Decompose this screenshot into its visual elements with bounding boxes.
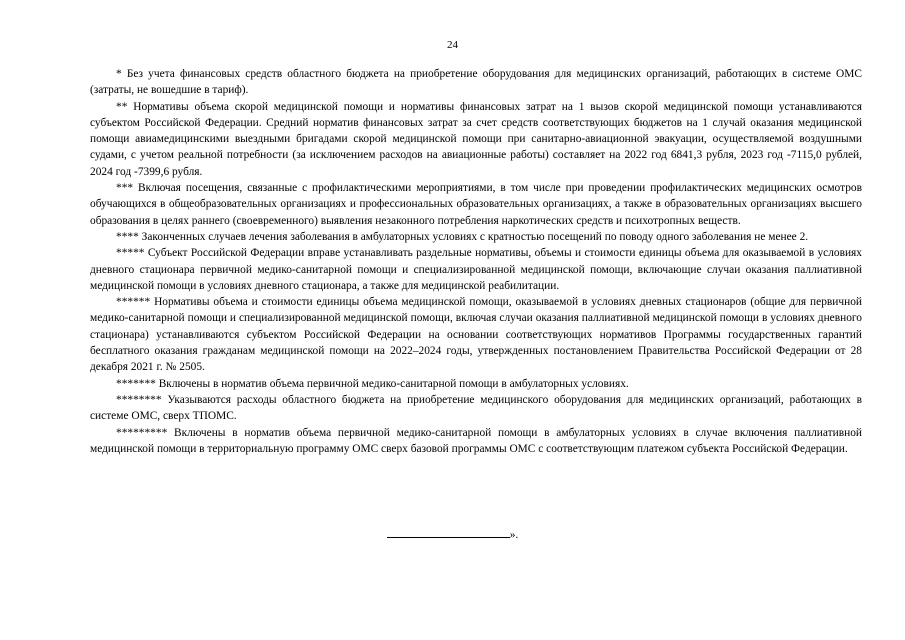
footnote-2: ** Нормативы объема скорой медицинской помощи и нормативы финансовых затрат на 1 вызов скорой медицинской помощи устанавливаются субъектом Российской Федерации. Средний норматив финансовых затрат за счет средств соответствующих бюджетов на 1 случай оказания медицинской помощи авиамедицинскими выездными бригадами скорой медицинской помощи при санитарно-авиационной эвакуации, осуществляемой воздушными судами, с учетом реальной потребности (за исключением расходов на авиационные работы) составляет на 2022 год 6841,3 рубля, 2023 год -7115,0 рублей, 2024 год -7399,6 рубля. bbox=[90, 100, 862, 178]
closing-quote-mark: ». bbox=[509, 529, 519, 541]
footnote-8: ******** Указываются расходы областного бюджета на приобретение медицинского оборудования для медицинских организаций, работающих в системе ОМС, сверх ТПОМС. bbox=[90, 393, 862, 423]
closing-line-block bbox=[0, 526, 905, 543]
footnote-7: ******* Включены в норматив объема первичной медико-санитарной помощи в амбулаторных условиях. bbox=[116, 377, 629, 390]
footnote-1: * Без учета финансовых средств областного бюджета на приобретение оборудования для медицинских организаций, работающих в системе ОМС (затраты, не вошедшие в тариф). bbox=[90, 68, 862, 97]
footnote-9: ********* Включены в норматив объема первичной медико-санитарной помощи в амбулаторных условиях в случае включения паллиативной медицинской помощи в территориальную программу ОМС сверх базовой программы ОМС с соответствующим платежом субъекта Российской Федерации. bbox=[90, 426, 862, 455]
footnote-6: ****** Нормативы объема и стоимости единицы объема медицинской помощи, оказываемой в условиях дневных стационаров (общие для первичной медико-санитарной помощи и специализированной медицинской помощи, включая случаи оказания паллиативной медицинской помощи в условиях дневного стационара) устанавливаются субъектом Российской Федерации на основании соответствующих нормативов Программы государственных гарантий бесплатного оказания гражданам медицинской помощи на 2022–2024 годы, утвержденных постановлением Правительства Российской Федерации от 28 декабря 2021 г. № 2505. bbox=[90, 296, 862, 374]
footnote-5: ***** Субъект Российской Федерации вправе устанавливать раздельные нормативы, объемы и стоимости единицы объема для оказываемой в условиях дневного стационара первичной медико-санитарной помощи и специализированной медицинской помощи, включающие случаи оказания паллиативной медицинской помощи в условиях дневного стационара, а также для медицинской реабилитации. bbox=[90, 247, 862, 292]
footnotes-block bbox=[90, 66, 862, 457]
footnote-3: *** Включая посещения, связанные с профилактическими мероприятиями, в том числе при проведении профилактических медицинских осмотров обучающихся в общеобразовательных организациях и профессиональных образовательных организациях, а также в образовательных организациях высшего образования в целях раннего (своевременного) выявления незаконного потребления наркотических средств и психотропных веществ. bbox=[90, 182, 862, 227]
page-number: 24 bbox=[447, 39, 458, 51]
footnote-4: **** Законченных случаев лечения заболевания в амбулаторных условиях с кратностью посещений по поводу одного заболевания не менее 2. bbox=[116, 230, 809, 243]
closing-underline bbox=[387, 526, 510, 538]
